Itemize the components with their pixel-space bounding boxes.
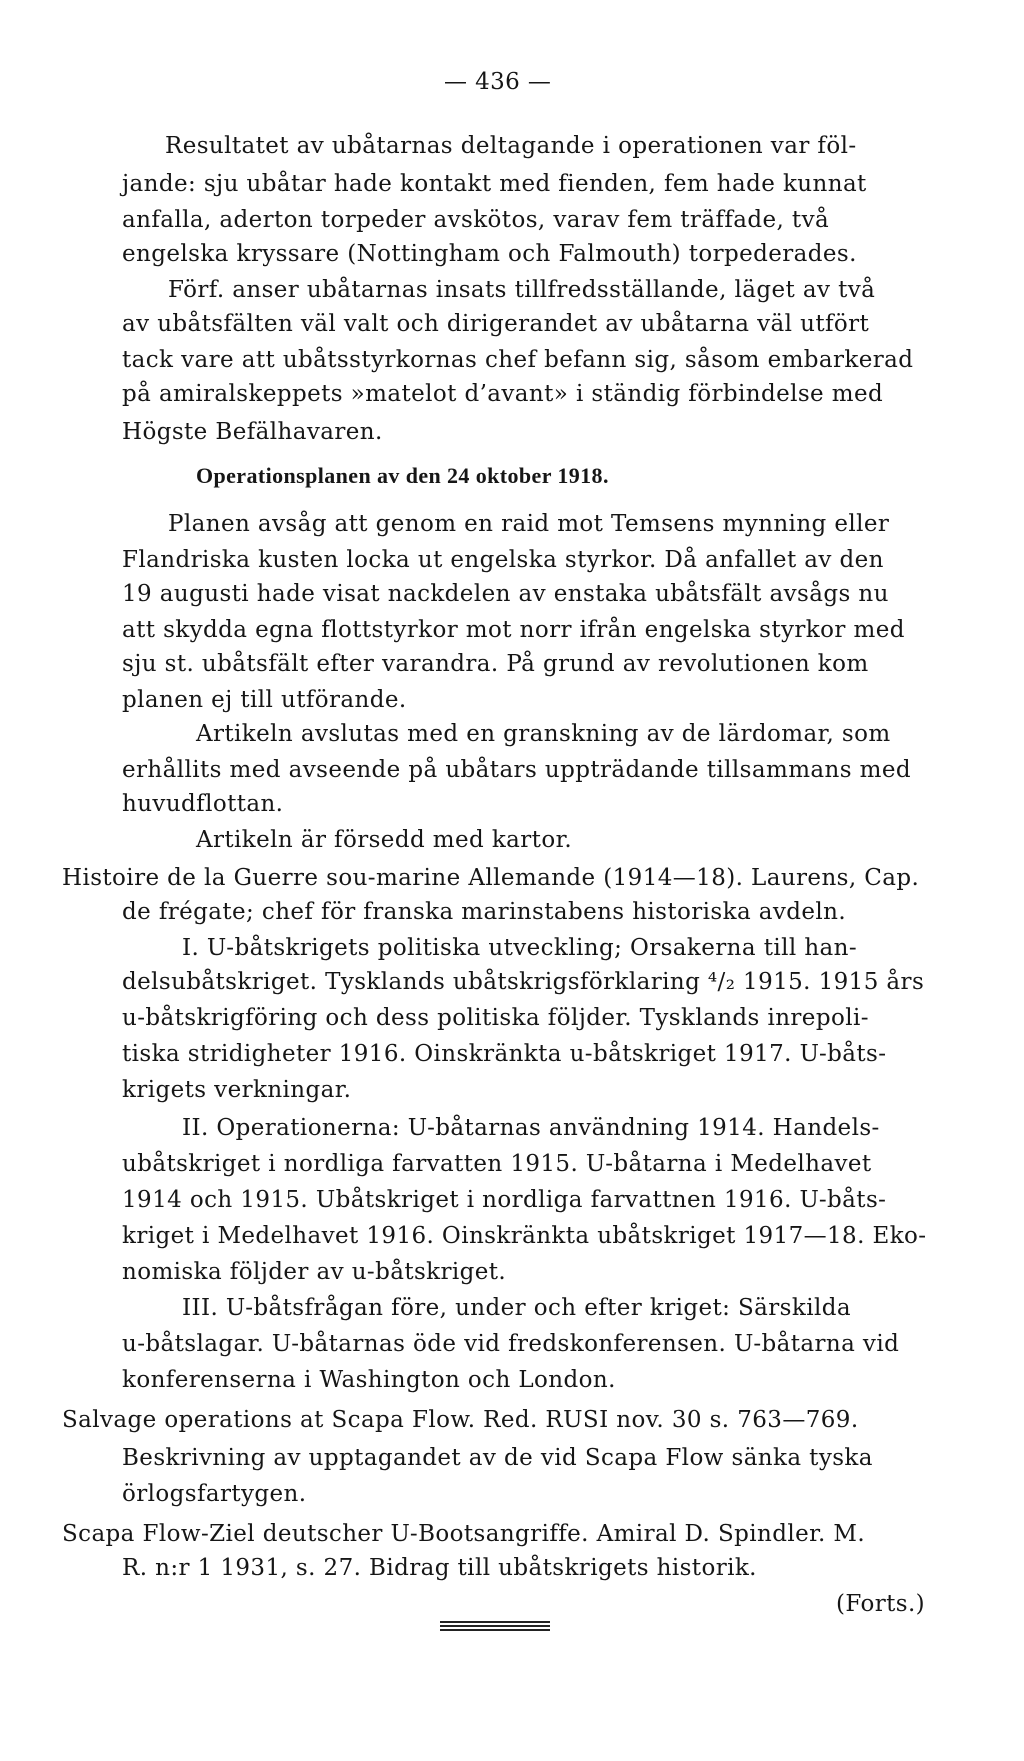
text-line: Resultatet av ubåtarnas deltagande i operationen var föl- [165,133,857,159]
text-line: konferenserna i Washington och London. [122,1367,616,1393]
text-line: u-båtslagar. U-båtarnas öde vid fredskonferensen. U-båtarna vid [122,1331,900,1357]
text-line: Artikeln är försedd med kartor. [196,827,573,853]
text-line: engelska kryssare (Nottingham och Falmouth) torpederades. [122,241,857,267]
bibliography-entry-title: Histoire de la Guerre sou-marine Allemande (1914—18). Laurens, Cap. [62,865,920,891]
text-line: Planen avsåg att genom en raid mot Temsens mynning eller [168,511,890,537]
text-line: krigets verkningar. [122,1077,352,1103]
text-line: u-båtskrigföring och dess politiska följder. Tysklands inrepoli- [122,1005,869,1031]
text-line: Artikeln avslutas med en granskning av de lärdomar, som [196,721,891,747]
text-line: planen ej till utförande. [122,687,407,713]
text-line: Beskrivning av upptagandet av de vid Scapa Flow sänka tyska [122,1445,873,1471]
text-line: de frégate; chef för franska marinstabens historiska avdeln. [122,899,847,925]
text-line: jande: sju ubåtar hade kontakt med fienden, fem hade kunnat [122,171,867,197]
text-line: huvudflottan. [122,791,284,817]
continued-note: (Forts.) [836,1591,926,1617]
text-line: I. U-båtskrigets politiska utveckling; Orsakerna till han- [182,935,858,961]
text-line: II. Operationerna: U-båtarnas användning 1914. Handels- [182,1115,880,1141]
text-line: örlogsfartygen. [122,1481,307,1507]
text-line: nomiska följder av u-båtskriget. [122,1259,507,1285]
text-line: delsubåtskriget. Tysklands ubåtskrigsförklaring ⁴/₂ 1915. 1915 års [122,969,925,995]
text-line: tack vare att ubåtsstyrkornas chef befann sig, såsom embarkerad [122,347,914,373]
bibliography-entry-title: Salvage operations at Scapa Flow. Red. RUSI nov. 30 s. 763—769. [62,1407,859,1433]
bibliography-entry-title: Scapa Flow-Ziel deutscher U-Bootsangriffe. Amiral D. Spindler. M. [62,1521,866,1547]
text-line: ubåtskriget i nordliga farvatten 1915. U-båtarna i Medelhavet [122,1151,872,1177]
text-line: R. n:r 1 1931, s. 27. Bidrag till ubåtskrigets historik. [122,1555,757,1581]
text-line: anfalla, aderton torpeder avskötos, varav fem träffade, två [122,207,830,233]
text-line: Förf. anser ubåtarnas insats tillfredsställande, läget av två [168,277,876,303]
text-line: 1914 och 1915. Ubåtskriget i nordliga farvattnen 1916. U-båts- [122,1187,887,1213]
text-line: på amiralskeppets »matelot d’avant» i ständig förbindelse med [122,381,884,407]
text-line: tiska stridigheter 1916. Oinskränkta u-båtskriget 1917. U-båts- [122,1041,887,1067]
text-line: III. U-båtsfrågan före, under och efter kriget: Särskilda [182,1295,851,1321]
text-line: Flandriska kusten locka ut engelska styrkor. Då anfallet av den [122,547,884,573]
page-number: — 436 — [444,69,552,95]
text-line: sju st. ubåtsfält efter varandra. På grund av revolutionen kom [122,651,869,677]
text-line: erhållits med avseende på ubåtars uppträdande tillsammans med [122,757,911,783]
text-line: 19 augusti hade visat nackdelen av enstaka ubåtsfält avsågs nu [122,581,889,607]
text-line: Högste Befälhavaren. [122,419,383,445]
text-line: av ubåtsfälten väl valt och dirigerandet av ubåtarna väl utfört [122,311,870,337]
text-line: kriget i Medelhavet 1916. Oinskränkta ubåtskriget 1917—18. Eko- [122,1223,927,1249]
section-heading: Operationsplanen av den 24 oktober 1918. [196,463,609,488]
text-line: att skydda egna flottstyrkor mot norr ifrån engelska styrkor med [122,617,905,643]
end-ornament [440,1621,550,1633]
